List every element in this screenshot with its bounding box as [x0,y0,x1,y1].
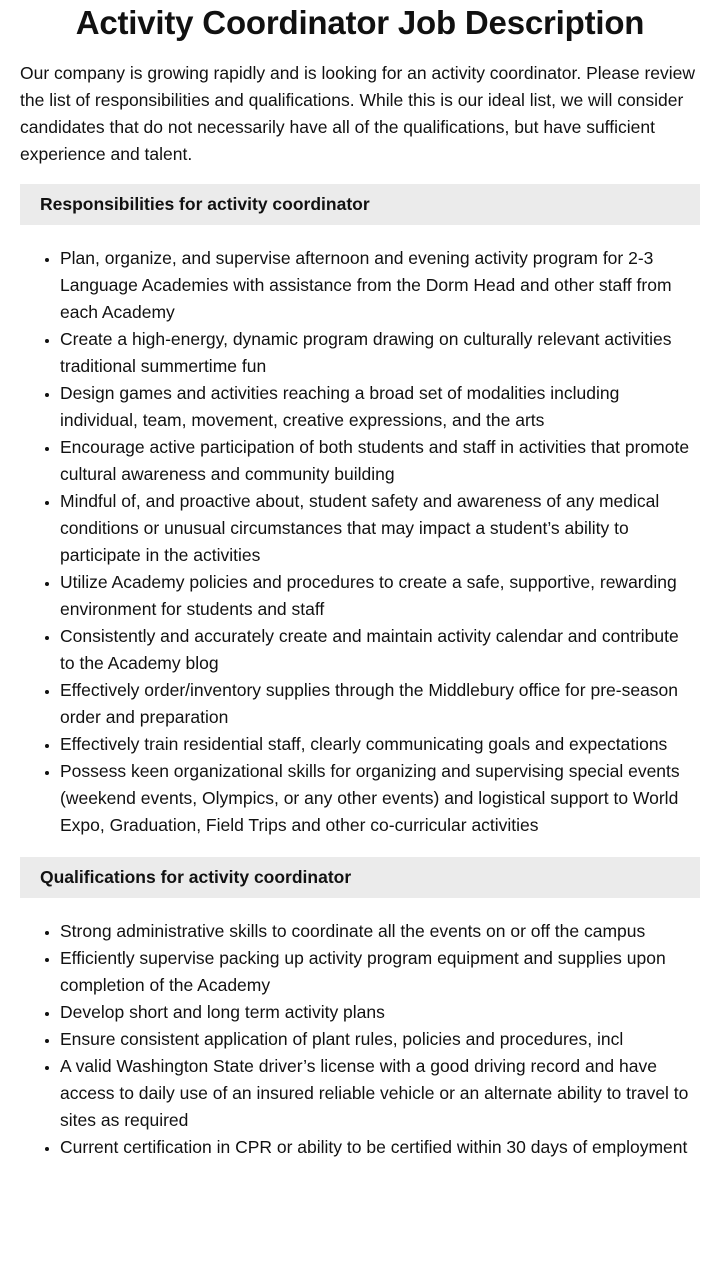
list-item: • Develop short and long term activity plans [60,999,700,1026]
list-item: • Possess keen organizational skills for organizing and supervising special events (weekend events, Olympics, or any other events) and logistical support to World Expo, Graduation, Field Trips and other co-curricular activities [60,758,700,839]
list-item: • Utilize Academy policies and procedures to create a safe, supportive, rewarding environment for students and staff [60,569,700,623]
qualifications-list [20,918,700,1161]
list-item: • Create a high-energy, dynamic program drawing on culturally relevant activities traditional summertime fun [60,326,700,380]
list-item: • Efficiently supervise packing up activity program equipment and supplies upon completion of the Academy [60,945,700,999]
list-item: • Effectively order/inventory supplies through the Middlebury office for pre-season order and preparation [60,677,700,731]
list-item: • Ensure consistent application of plant rules, policies and procedures, incl [60,1026,700,1053]
list-item: • Plan, organize, and supervise afternoon and evening activity program for 2-3 Language Academies with assistance from the Dorm Head and other staff from each Academy [60,245,700,326]
list-item: • Consistently and accurately create and maintain activity calendar and contribute to the Academy blog [60,623,700,677]
list-item: • Encourage active participation of both students and staff in activities that promote cultural awareness and community building [60,434,700,488]
responsibilities-heading: Responsibilities for activity coordinator [20,184,700,225]
intro-paragraph: Our company is growing rapidly and is looking for an activity coordinator. Please review the list of responsibilities and qualifications. While this is our ideal list, we will consider candidates that do not necessarily have all of the qualifications, but have sufficient experience and talent. [20,63,696,164]
list-item: • Mindful of, and proactive about, student safety and awareness of any medical conditions or unusual circumstances that may impact a student’s ability to participate in the activities [60,488,700,569]
qualifications-heading: Qualifications for activity coordinator [20,857,700,898]
page-title: Activity Coordinator Job Description [75,4,645,41]
list-item: • Design games and activities reaching a broad set of modalities including individual, team, movement, creative expressions, and the arts [60,380,700,434]
list-item: • Effectively train residential staff, clearly communicating goals and expectations [60,731,700,758]
list-item: • Current certification in CPR or ability to be certified within 30 days of employment [60,1134,700,1161]
responsibilities-list [20,245,700,839]
list-item: • A valid Washington State driver’s license with a good driving record and have access to daily use of an insured reliable vehicle or an alternate ability to travel to sites as required [60,1053,700,1134]
list-item: • Strong administrative skills to coordinate all the events on or off the campus [60,918,700,945]
